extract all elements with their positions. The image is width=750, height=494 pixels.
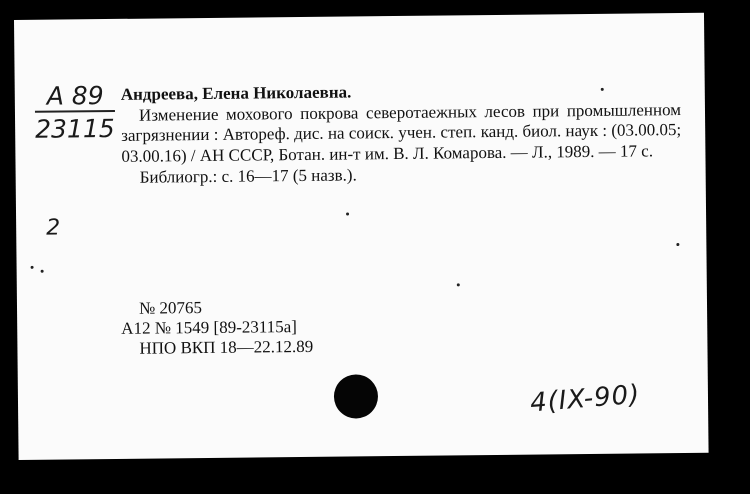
call-number-top: А 89 <box>46 81 104 111</box>
catalog-card <box>14 13 709 460</box>
agency-line: НПО ВКП 18—22.12.89 <box>139 336 314 358</box>
ink-blot <box>334 374 378 418</box>
bibliography-note: Библиогр.: с. 16—17 (5 назв.). <box>139 165 357 187</box>
call-number-bottom: 23115 <box>35 110 115 142</box>
inventory-number: № 20765 <box>138 298 203 318</box>
handwritten-mark: 2 <box>46 215 61 241</box>
speck <box>601 88 604 91</box>
author-name: Андреева, Елена Николаевна. <box>120 82 352 104</box>
speck <box>346 213 349 216</box>
speck <box>457 283 460 286</box>
speck <box>676 243 679 246</box>
handwritten-signature: 4(IX-90) <box>528 379 642 419</box>
entry-description: Изменение мохового покрова северотаежных лесов при промышленном загрязнении : Автореф. дис. на соиск. учен. степ. канд. биол. наук : (03.00.05; 03.00.16) / АН СССР, Ботан. ин-т им. В. Л. Комарова. — Л., 1989. — 17 с. <box>121 99 682 166</box>
speck <box>41 270 44 273</box>
classification-line: А12 № 1549 [89-23115а] <box>121 317 297 338</box>
inventory-block <box>121 297 313 359</box>
catalog-entry <box>121 79 682 188</box>
handwritten-call-number <box>35 83 115 142</box>
speck <box>31 266 34 269</box>
